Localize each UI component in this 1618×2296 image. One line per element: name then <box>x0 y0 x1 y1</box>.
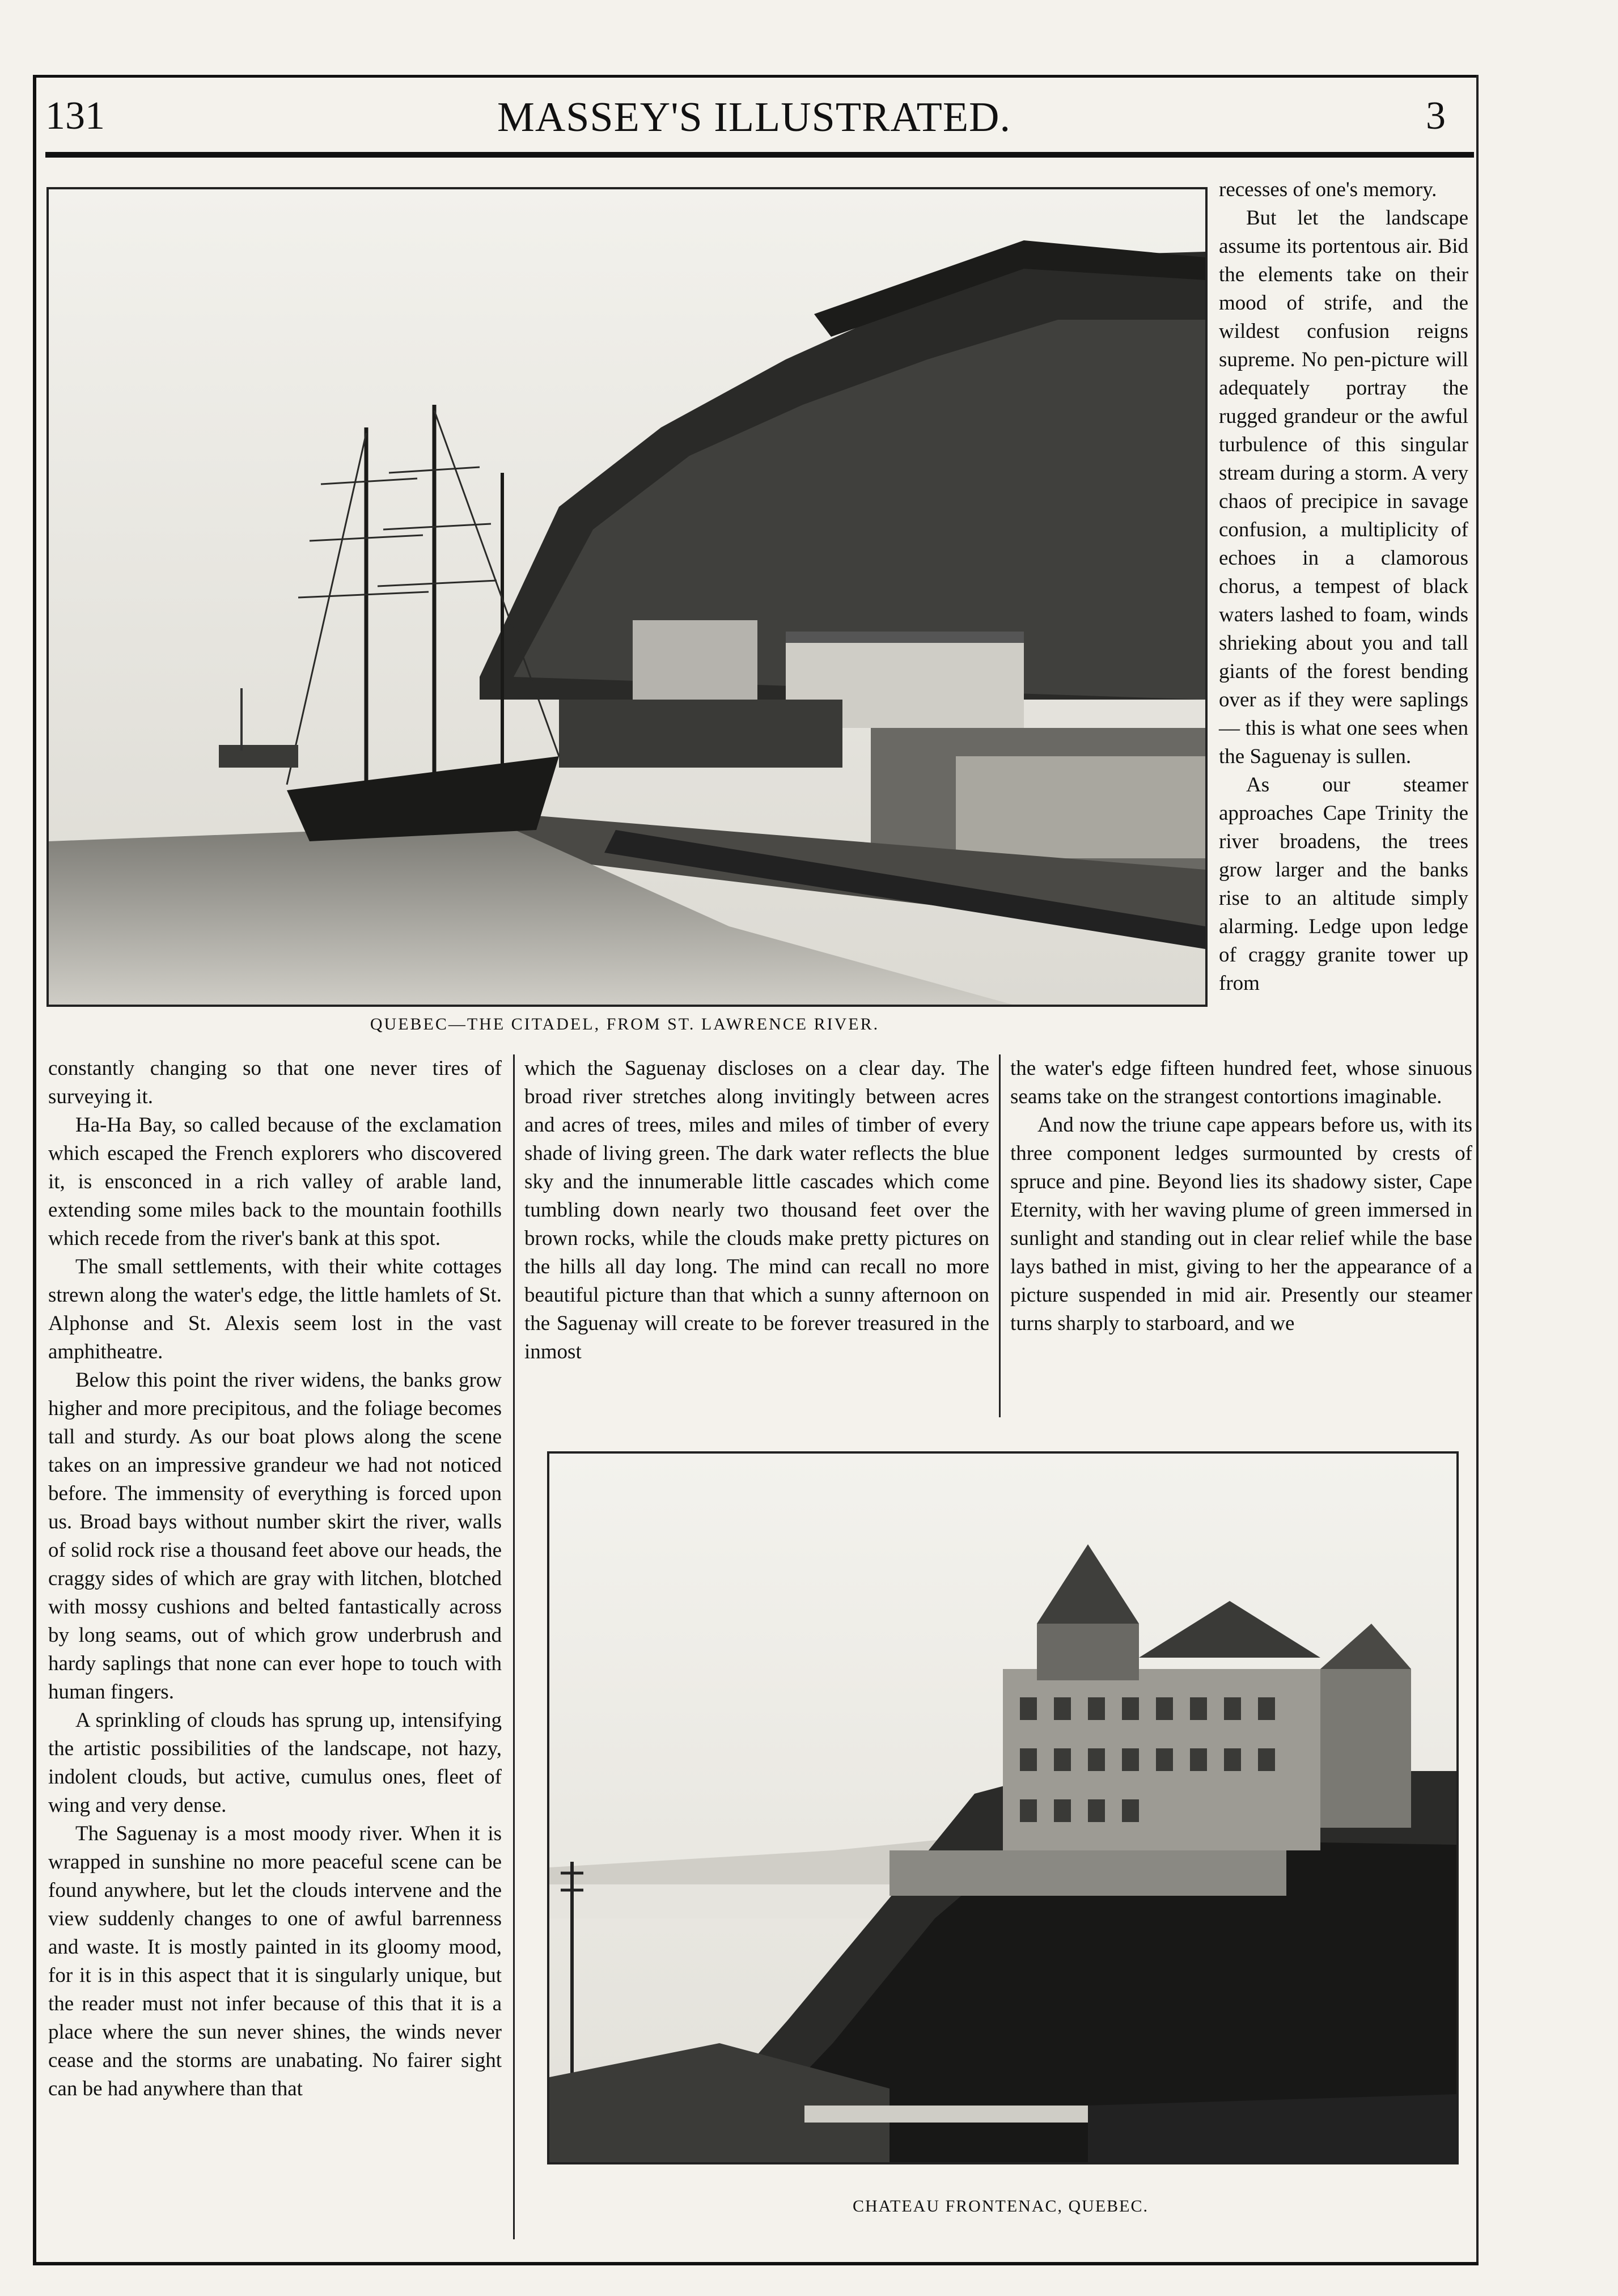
paragraph: which the Saguenay discloses on a clear day. The broad river stretches along invitingly between acres and acres of trees, miles and miles of timber of every shade of living green. The dark water reflects the blue sky and the innumerable little cascades which come tumbling down nearly two thousand feet over the brown rocks, while the clouds make pretty pictures on the hills all day long. The mind can recall no more beautiful picture than that which a sunny afternoon on the Saguenay will create to be forever treasured in the inmost <box>524 1057 989 1363</box>
publication-title: MASSEY'S ILLUSTRATED. <box>497 94 1011 141</box>
column-divider <box>999 1054 1001 1417</box>
header-rule <box>45 152 1474 158</box>
paragraph: The small settlements, with their white cottages strewn along the water's edge, the little hamlets of St. Alphonse and St. Alexis seem lost in the vast amphitheatre. <box>48 1255 502 1363</box>
paragraph: the water's edge fifteen hundred feet, whose sinuous seams take on the strangest contortions imaginable. <box>1010 1057 1472 1108</box>
paragraph: constantly changing so that one never tires of surveying it. <box>48 1057 502 1108</box>
paragraph: A sprinkling of clouds has sprung up, intensifying the artistic possibilities of the landscape, not hazy, indolent clouds, but active, cumulus ones, fleet of wing and very dense. <box>48 1709 502 1817</box>
page-number: 3 <box>1426 94 1446 138</box>
paragraph: And now the triune cape appears before us, with its three component ledges surmounted by crests of spruce and pine. Beyond lies its shadowy sister, Cape Eternity, with her waving plume of green immersed in sunlight and standing out in clear relief while the base lays bathed in mist, giving to her the appearance of a picture suspended in mid air. Presently our steamer turns sharply to starboard, and we <box>1010 1113 1472 1335</box>
paragraph: Ha-Ha Bay, so called because of the exclamation which escaped the French explorers who discovered it, is ensconced in a rich valley of arable land, extending some miles back to the mountain foothills which recede from the river's bank at this spot. <box>48 1113 502 1250</box>
chateau-caption: CHATEAU FRONTENAC, QUEBEC. <box>852 2197 1149 2215</box>
column-2 <box>524 1054 989 1366</box>
column-1 <box>48 1054 502 2103</box>
page-border-bottom <box>33 2262 1479 2265</box>
paragraph: The Saguenay is a most moody river. When it is wrapped in sunshine no more peaceful scene can be found anywhere, but let the clouds intervene and the view suddenly changes to one of awful barrenness and waste. It is mostly painted in its gloomy mood, for it is in this aspect that it is singularly unique, but the reader must not infer because of this that it is a place where the sun never shines, the winds never cease and the storms are unabating. No fairer sight can be had anywhere than that <box>48 1822 502 2100</box>
column-divider <box>513 1054 515 2239</box>
right-top-column <box>1219 176 1468 998</box>
paragraph: Below this point the river widens, the banks grow higher and more precipitous, and the foliage becomes tall and sturdy. As our boat plows along the scene takes on an impressive grandeur we had not noticed before. The immensity of everything is forced upon us. Broad bays without number skirt the river, walls of solid rock rise a thousand feet above our heads, the craggy sides of which are gray with litchen, blotched with mossy cushions and belted fantastically across by long seams, out of which grow underbrush and hardy saplings that none can ever hope to touch with human fingers. <box>48 1369 502 1704</box>
page-header <box>45 94 1463 150</box>
citadel-caption: QUEBEC—THE CITADEL, FROM ST. LAWRENCE RIVER. <box>370 1015 880 1033</box>
citadel-photo <box>46 187 1208 1007</box>
issue-number: 131 <box>45 94 105 138</box>
chateau-photo <box>547 1451 1459 2164</box>
paragraph: recesses of one's memory. <box>1219 178 1437 201</box>
paragraph: As our steamer approaches Cape Trinity the river broadens, the trees grow larger and the banks rise to an altitude simply alarming. Ledge upon ledge of craggy granite tower up from <box>1219 773 1468 995</box>
column-3 <box>1010 1054 1472 1338</box>
paragraph: But let the landscape assume its portentous air. Bid the elements take on their mood of strife, and the wildest confusion reigns supreme. No pen-picture will adequately portray the rugged grandeur or the awful turbulence of this singular stream during a storm. A very chaos of precipice in savage confusion, a multiplicity of echoes in a clamorous chorus, a tempest of black waters lashed to foam, winds shrieking about you and tall giants of the forest bending over as if they were saplings — this is what one sees when the Saguenay is sullen. <box>1219 206 1468 768</box>
